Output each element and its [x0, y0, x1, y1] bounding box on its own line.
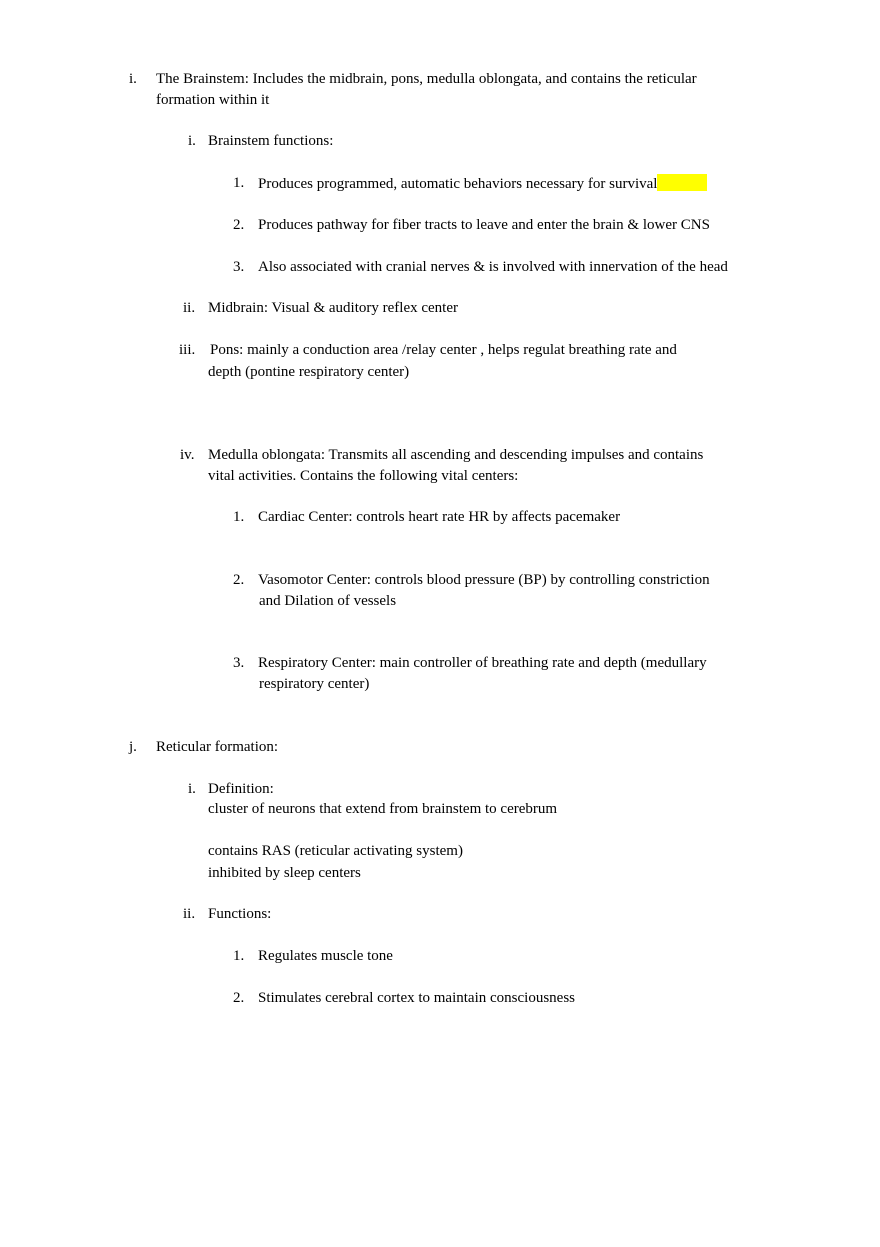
list-item-marker: 3.	[233, 259, 245, 275]
highlight-mark	[657, 174, 707, 191]
pons-marker: iii.	[179, 342, 196, 358]
list-item-marker: 1.	[233, 175, 245, 191]
section-j-marker: j.	[129, 739, 137, 755]
list-item: Vasomotor Center: controls blood pressure (BP) by controlling constriction	[258, 572, 710, 588]
list-item: Stimulates cerebral cortex to maintain consciousness	[258, 990, 575, 1006]
midbrain-text: Midbrain: Visual & auditory reflex center	[208, 300, 458, 316]
list-item: Regulates muscle tone	[258, 948, 393, 964]
medulla-marker: iv.	[180, 447, 195, 463]
list-item: Produces pathway for fiber tracts to leave and enter the brain & lower CNS	[258, 217, 710, 233]
midbrain-marker: ii.	[183, 300, 196, 316]
list-item	[258, 174, 707, 193]
list-item-cont: and Dilation of vessels	[259, 593, 397, 609]
pons-text-cont: depth (pontine respiratory center)	[208, 364, 410, 380]
section-j-heading: Reticular formation:	[156, 739, 279, 755]
pons-text: Pons: mainly a conduction area /relay center , helps regulat breathing rate and	[210, 342, 677, 358]
definition-line: inhibited by sleep centers	[208, 865, 361, 881]
section-i-marker: i.	[129, 71, 137, 87]
list-item-text: Produces programmed, automatic behaviors necessary for survival	[258, 176, 658, 192]
list-item: Cardiac Center: controls heart rate HR by affects pacemaker	[258, 509, 621, 525]
list-item-marker: 2.	[233, 572, 245, 588]
list-item-marker: 2.	[233, 990, 245, 1006]
list-item-marker: 1.	[233, 948, 245, 964]
section-i-heading: The Brainstem: Includes the midbrain, pons, medulla oblongata, and contains the reticular	[156, 71, 697, 87]
list-item-marker: 1.	[233, 509, 245, 525]
section-i-heading-cont: formation within it	[156, 92, 270, 108]
definition-line: contains RAS (reticular activating system)	[208, 843, 463, 859]
list-item: Also associated with cranial nerves & is involved with innervation of the head	[258, 259, 728, 275]
brainstem-functions-heading: Brainstem functions:	[208, 133, 334, 149]
brainstem-functions-marker: i.	[188, 133, 196, 149]
list-item-marker: 3.	[233, 655, 245, 671]
list-item-cont: respiratory center)	[259, 676, 370, 692]
definition-marker: i.	[188, 781, 196, 797]
definition-line: cluster of neurons that extend from brainstem to cerebrum	[208, 801, 558, 817]
functions-marker: ii.	[183, 906, 196, 922]
functions-heading: Functions:	[208, 906, 272, 922]
medulla-text: Medulla oblongata: Transmits all ascending and descending impulses and contains	[208, 447, 704, 463]
list-item: Respiratory Center: main controller of breathing rate and depth (medullary	[258, 655, 707, 671]
definition-heading: Definition:	[208, 781, 274, 797]
medulla-text-cont: vital activities. Contains the following vital centers:	[208, 468, 519, 484]
list-item-marker: 2.	[233, 217, 245, 233]
